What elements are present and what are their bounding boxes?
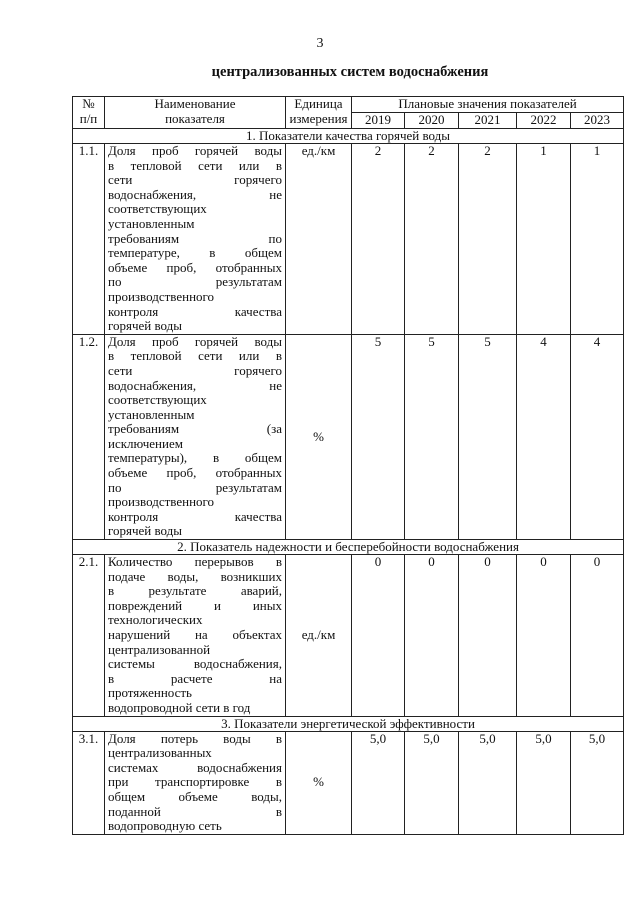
indicator-name-line: производственного: [108, 288, 215, 304]
header-year: 2022: [517, 113, 571, 129]
indicator-name-line: технологических: [108, 612, 203, 628]
section-title: 3. Показатели энергетической эффективности: [73, 716, 624, 731]
planned-value-2019: 5,0: [352, 731, 405, 834]
indicator-name-line: Доля потерь воды в: [108, 731, 282, 746]
row-number: 1.1.: [73, 144, 105, 335]
indicator-name-line: установленным: [108, 406, 195, 422]
row-number: 1.2.: [73, 334, 105, 539]
planned-value-2022: 5,0: [517, 731, 571, 834]
page-number: 3: [316, 36, 324, 51]
indicator-name-line: объеме проб, отобранных: [108, 259, 282, 275]
indicator-name-line: горячей воды: [108, 318, 183, 334]
header-name: Наименование показателя: [105, 97, 286, 129]
indicator-name-line: по результатам: [108, 274, 282, 290]
indicator-name-line: контроля качества: [108, 303, 282, 319]
planned-value-2023: 4: [571, 334, 624, 539]
header-planned-values: Плановые значения показателей: [352, 97, 624, 113]
indicator-name-line: системах водоснабжения: [108, 759, 282, 775]
indicators-table: [72, 96, 624, 835]
indicator-name-line: сети горячего: [108, 362, 282, 378]
indicator-name-line: Количество перерывов в: [108, 554, 282, 570]
row-number: 2.1.: [73, 555, 105, 717]
planned-value-2019: 0: [352, 555, 405, 717]
planned-value-2023: 1: [571, 144, 624, 335]
planned-value-2021: 2: [459, 144, 517, 335]
indicator-name-line: температуре, в общем: [108, 245, 282, 261]
planned-value-2022: 1: [517, 144, 571, 335]
header-year: 2020: [405, 113, 459, 129]
indicator-name-line: контроля качества: [108, 508, 282, 524]
indicator-name-line: по результатам: [108, 479, 282, 495]
planned-value-2022: 4: [517, 334, 571, 539]
document-title: централизованных систем водоснабжения: [211, 64, 489, 80]
indicator-name-line: в тепловой сети или в: [108, 348, 282, 364]
indicator-name-line: соответствующих: [108, 201, 207, 217]
planned-value-2019: 5: [352, 334, 405, 539]
indicator-name-line: Доля проб горячей воды: [108, 334, 282, 349]
indicator-name-line: централизованной: [108, 641, 211, 657]
section-title: 1. Показатели качества горячей воды: [73, 129, 624, 144]
section-row: [73, 716, 624, 731]
planned-value-2021: 5,0: [459, 731, 517, 834]
planned-value-2022: 0: [517, 555, 571, 717]
indicator-name-line: подаче воды, возникших: [108, 568, 282, 584]
indicator-name-line: температуры), в общем: [108, 450, 282, 466]
indicator-name-line: в тепловой сети или в: [108, 157, 282, 173]
indicator-name: [105, 731, 286, 834]
table-row: [73, 555, 624, 717]
row-number: 3.1.: [73, 731, 105, 834]
header-year: 2023: [571, 113, 624, 129]
indicator-name-line: в расчете на: [108, 670, 282, 686]
indicator-name-line: водопроводной сети в год: [108, 699, 251, 715]
indicator-name-line: общем объеме воды,: [108, 788, 282, 804]
table-row: [73, 731, 624, 834]
indicator-name-line: водопроводную сеть: [108, 818, 222, 834]
indicator-name: [105, 334, 286, 539]
indicator-name-line: централизованных: [108, 745, 212, 761]
unit-of-measure: ед./км: [286, 555, 352, 717]
planned-value-2020: 5,0: [405, 731, 459, 834]
unit-of-measure: %: [286, 731, 352, 834]
indicator-name-line: установленным: [108, 215, 195, 231]
indicator-name-line: поданной в: [108, 803, 282, 819]
indicator-name-line: требованиям по: [108, 230, 282, 246]
header-num: № п/п: [73, 97, 105, 129]
header-unit: Единица измерения: [286, 97, 352, 129]
indicator-name: [105, 144, 286, 335]
indicator-name-line: системы водоснабжения,: [108, 656, 282, 672]
planned-value-2023: 0: [571, 555, 624, 717]
section-row: [73, 129, 624, 144]
planned-value-2021: 5: [459, 334, 517, 539]
indicator-name-line: при транспортировке в: [108, 774, 282, 790]
indicator-name-line: требованиям (за: [108, 421, 282, 437]
unit-of-measure: %: [286, 334, 352, 539]
header-year: 2021: [459, 113, 517, 129]
indicator-name-line: в результате аварий,: [108, 583, 282, 599]
planned-value-2020: 0: [405, 555, 459, 717]
planned-value-2020: 2: [405, 144, 459, 335]
indicator-name-line: производственного: [108, 494, 215, 510]
indicator-name-line: нарушений на объектах: [108, 627, 282, 642]
planned-value-2023: 5,0: [571, 731, 624, 834]
table-row: [73, 334, 624, 539]
table-row: [73, 144, 624, 335]
indicator-name-line: сети горячего: [108, 172, 282, 188]
indicator-name-line: водоснабжения, не: [108, 377, 282, 393]
section-row: [73, 540, 624, 555]
planned-value-2020: 5: [405, 334, 459, 539]
indicator-name-line: водоснабжения, не: [108, 186, 282, 202]
header-row-1: [73, 97, 624, 113]
indicator-name-line: исключением: [108, 435, 183, 451]
indicator-name-line: горячей воды: [108, 523, 183, 539]
indicator-name-line: объеме проб, отобранных: [108, 465, 282, 481]
indicator-name: [105, 555, 286, 717]
planned-value-2019: 2: [352, 144, 405, 335]
section-title: 2. Показатель надежности и бесперебойности водоснабжения: [73, 540, 624, 555]
indicator-name-line: соответствующих: [108, 392, 207, 408]
table-body: [73, 129, 624, 835]
header-year: 2019: [352, 113, 405, 129]
indicator-name-line: Доля проб горячей воды: [108, 143, 282, 158]
unit-of-measure: ед./км: [286, 144, 352, 335]
indicator-name-line: протяженность: [108, 685, 192, 701]
planned-value-2021: 0: [459, 555, 517, 717]
indicator-name-line: повреждений и иных: [108, 597, 282, 613]
